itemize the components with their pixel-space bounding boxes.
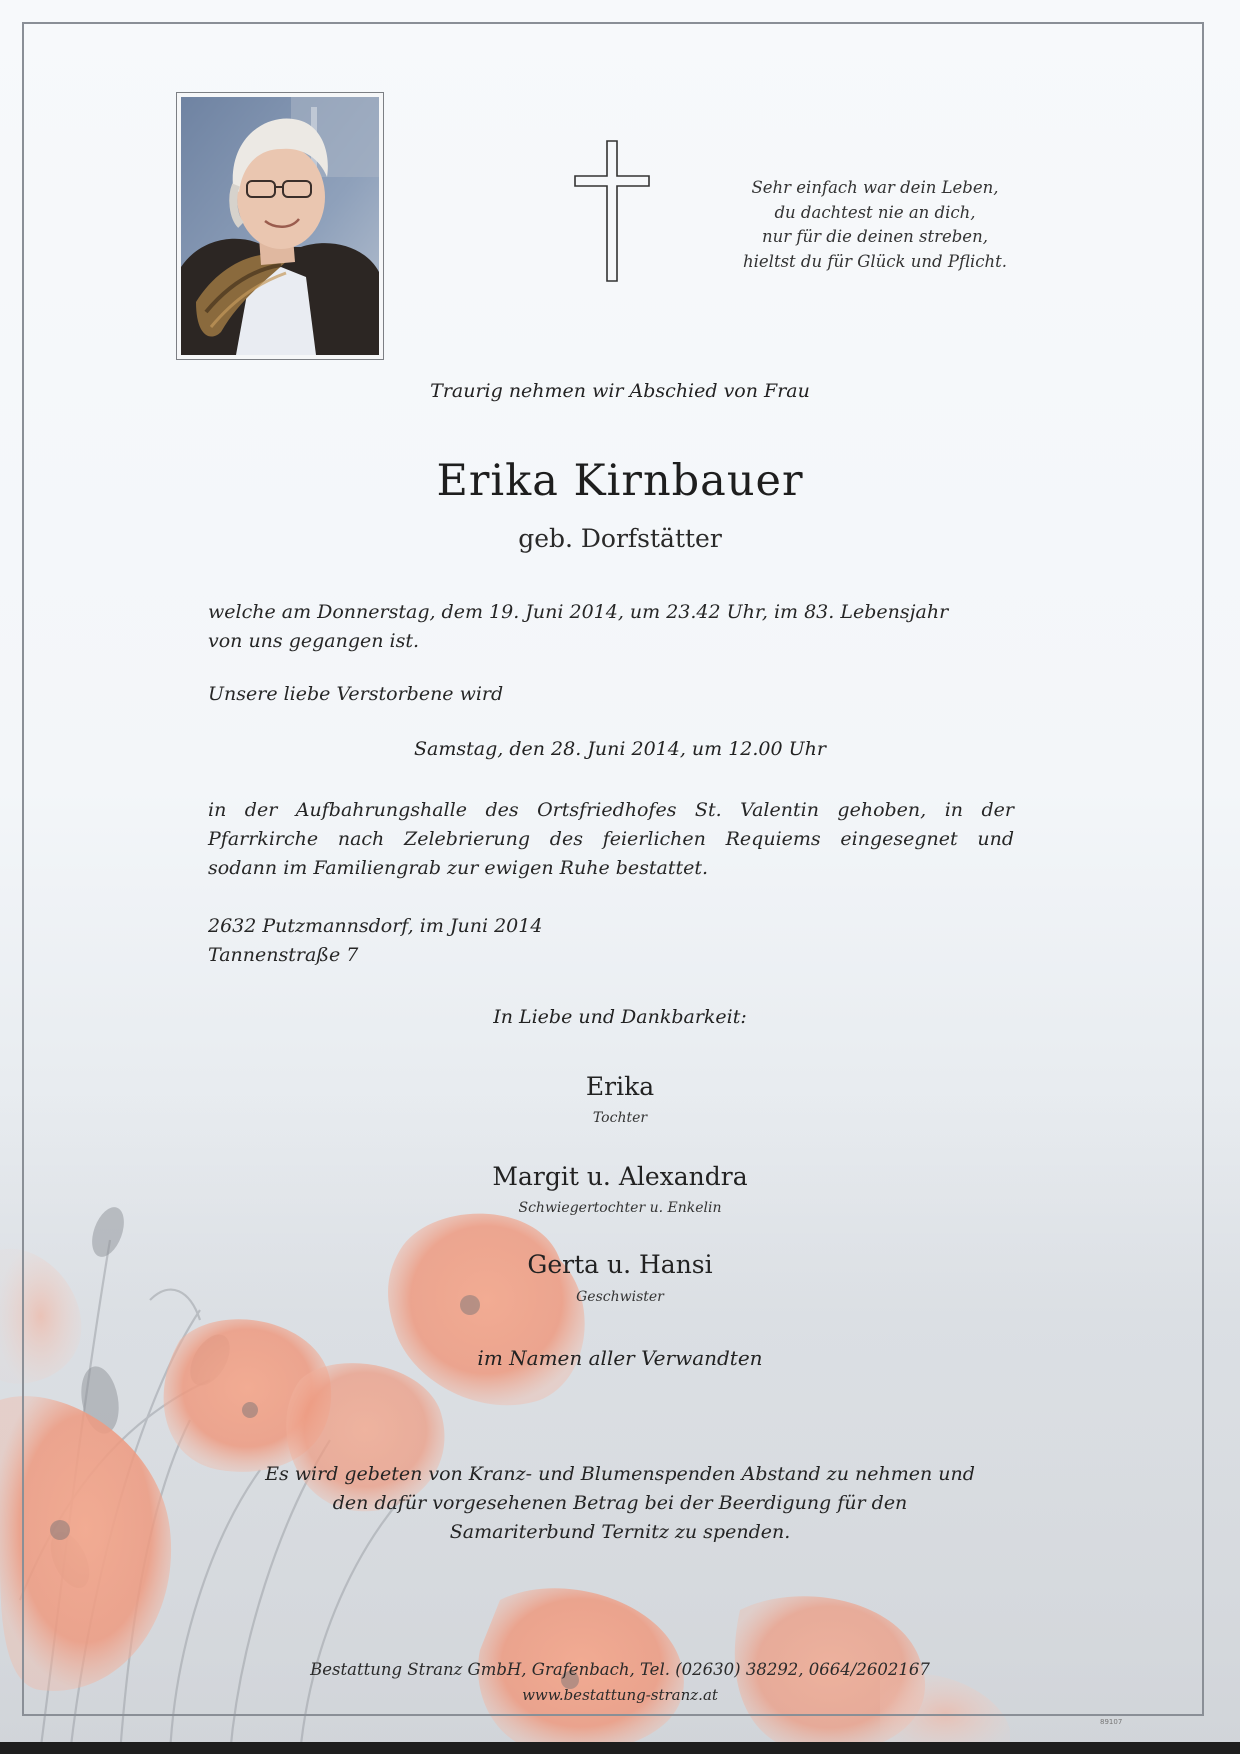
death-notice xyxy=(208,598,1014,656)
donation-request xyxy=(150,1460,1090,1547)
print-code: 89107 xyxy=(1100,1718,1123,1726)
mourner-role: Tochter xyxy=(592,1110,648,1126)
place-and-date: 2632 Putzmannsdorf, im Juni 2014 xyxy=(208,915,543,937)
poem-line: nur für die deinen streben, xyxy=(762,227,988,246)
memorial-poem xyxy=(710,176,1040,274)
burial-details xyxy=(208,796,1014,883)
scan-edge xyxy=(0,1742,1240,1754)
donation-request-line: den dafür vorgesehenen Betrag bei der Beerdigung für den xyxy=(332,1492,908,1514)
portrait-image xyxy=(181,97,379,355)
death-notice-line: von uns gegangen ist. xyxy=(208,630,420,652)
burial-details-line: Pfarrkirche nach Zelebrierung des feierlichen Requiems eingesegnet und xyxy=(208,828,1014,850)
burial-intro: Unsere liebe Verstorbene wird xyxy=(208,683,504,705)
mourner-role: Schwiegertochter u. Enkelin xyxy=(518,1200,722,1216)
burial-details-line: in der Aufbahrungshalle des Ortsfriedhofes St. Valentin gehoben, in der xyxy=(208,799,1014,821)
relatives-line: im Namen aller Verwandten xyxy=(477,1346,763,1370)
donation-request-line: Samariterbund Ternitz zu spenden. xyxy=(449,1521,791,1543)
donation-request-line: Es wird gebeten von Kranz- und Blumenspenden Abstand zu nehmen und xyxy=(265,1463,975,1485)
mourner-name: Erika xyxy=(585,1072,655,1101)
burial-details-line: sodann im Familiengrab zur ewigen Ruhe bestattet. xyxy=(208,857,709,879)
street-address: Tannenstraße 7 xyxy=(208,944,359,966)
cross-icon xyxy=(574,140,650,282)
mourner-name: Gerta u. Hansi xyxy=(527,1250,713,1279)
funeral-home-contact: Bestattung Stranz GmbH, Grafenbach, Tel. (02630) 38292, 0664/2602167 xyxy=(310,1660,930,1679)
portrait-photo xyxy=(176,92,384,360)
address xyxy=(208,912,1014,970)
birth-name: geb. Dorfstätter xyxy=(518,524,722,553)
deceased-name: Erika Kirnbauer xyxy=(436,456,804,506)
poem-line: Sehr einfach war dein Leben, xyxy=(751,178,999,197)
death-notice-line: welche am Donnerstag, dem 19. Juni 2014, um 23.42 Uhr, im 83. Lebensjahr xyxy=(208,601,949,623)
mourner-name: Margit u. Alexandra xyxy=(492,1162,748,1191)
farewell-intro: Traurig nehmen wir Abschied von Frau xyxy=(430,380,810,402)
burial-date: Samstag, den 28. Juni 2014, um 12.00 Uhr xyxy=(414,738,826,760)
thanks-line: In Liebe und Dankbarkeit: xyxy=(493,1006,747,1028)
mourner-role: Geschwister xyxy=(576,1289,664,1305)
funeral-home-website: www.bestattung-stranz.at xyxy=(522,1686,718,1704)
poem-line: du dachtest nie an dich, xyxy=(774,202,976,222)
poem-line: hieltst du für Glück und Pflicht. xyxy=(743,251,1007,271)
